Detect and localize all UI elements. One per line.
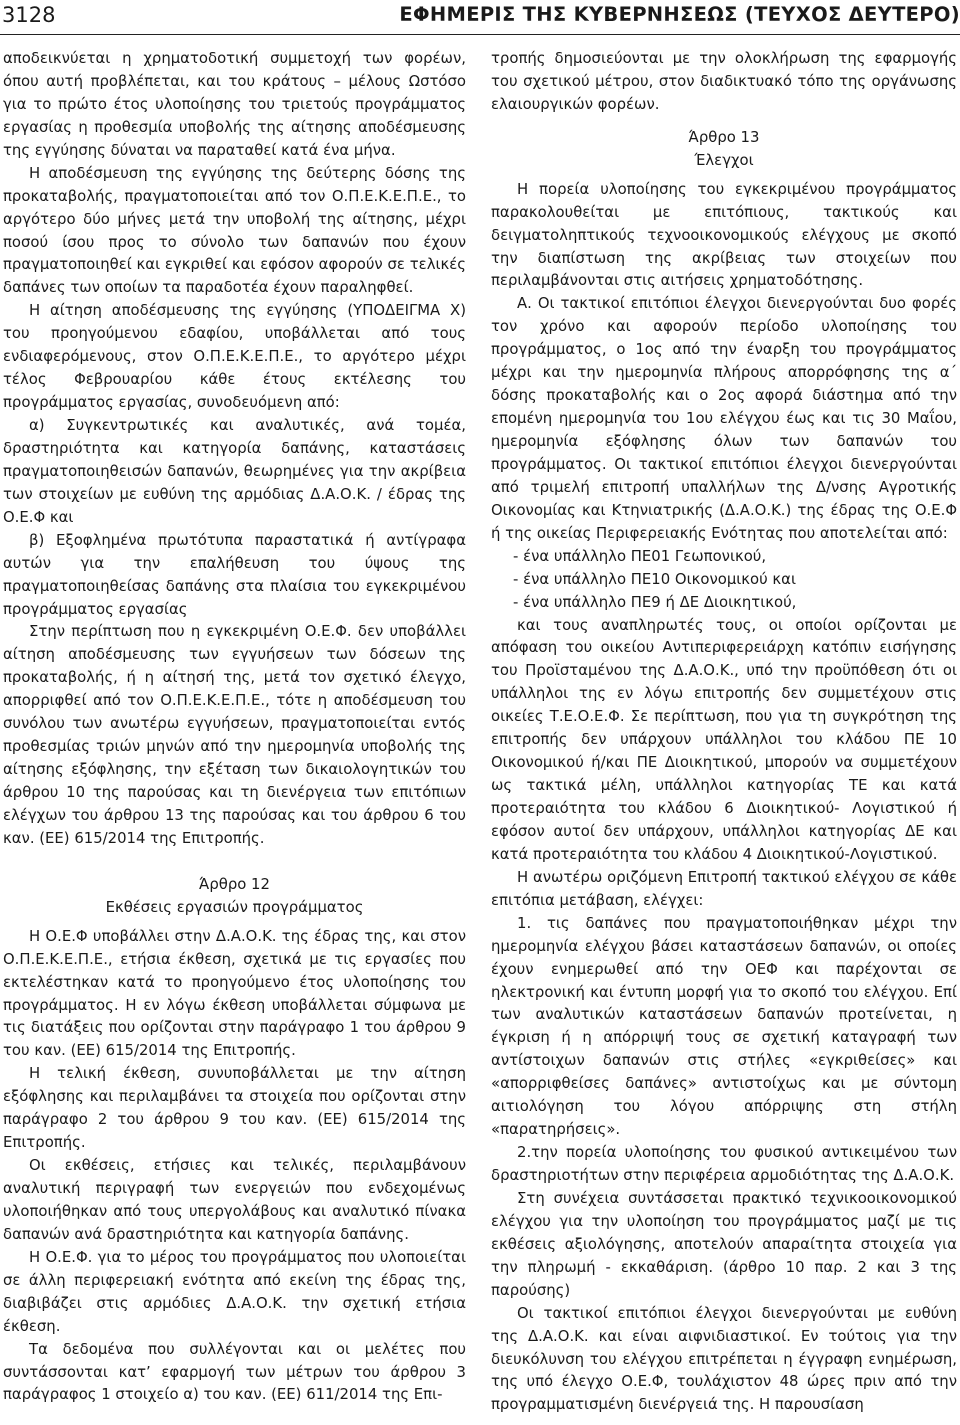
paragraph: αποδεικνύεται η χρηματοδοτική συμμετοχή των φορέων, όπου αυτή προβλέπεται, και του κράτους – μέλους Ωστόσο για το πρώτο έτος υλοποίησης του τριετούς προγράμματος εργασίας η προθεσμία υποβολής της αίτησης αποδέσμευσης της εγγύησης δύναται να παραταθεί κατά ένα μήνα. bbox=[3, 49, 466, 159]
paragraph: Η αίτηση αποδέσμευσης της εγγύησης (ΥΠΟΔΕΙΓΜΑ Χ) του προηγούμενου εδαφίου, υποβάλλεται από τους ενδιαφερόμενους, στον Ο.Π.Ε.Κ.Ε.Π.Ε., το αργότερο μέχρι τέλος Φεβρουαρίου κάθε έτους εκτέλεσης του προγράμματος εργασίας, συνοδευόμενη από: bbox=[3, 301, 466, 412]
paragraph: Στην περίπτωση που η εγκεκριμένη Ο.Ε.Φ. δεν υποβάλλει αίτηση αποδέσμευσης των εγγυήσεων των δόσεων της προκαταβολής, ή η αίτησή της, μετά τον σχετικό έλεγχο, απορριφθεί από τον Ο.Π.Ε.Κ.Ε.Π.Ε., τότε η αποδέσμευση του συνόλου των ανωτέρω εγγυήσεων, πραγματοποιείται εντός προθεσμίας τριών μηνών από την ημερομηνία υποβολής της αίτησης εξόφλησης, την εξέταση των δικαιολογητικών του άρθρου 10 της παρούσας και τη διενέργεια των επιτόπιων ελέγχων του άρθρου 13 της παρούσας και του άρθρου 6 του καν. (ΕΕ) 615/2014 της Επιτροπής. bbox=[3, 622, 466, 847]
list-item: - ένα υπάλληλο ΠΕ01 Γεωπονικού, bbox=[513, 546, 767, 565]
paragraph: α) Συγκεντρωτικές και αναλυτικές, ανά τομέα, δραστηριότητα και κατηγορία δαπάνης, καταστάσεις πραγματοποιηθεισών δαπανών, θεωρημένες για την ακρίβεια των στοιχείων με ευθύνη της αρμόδιας Δ.Α.Ο.Κ. / έδρας της Ο.Ε.Φ και bbox=[3, 416, 466, 526]
right-column bbox=[491, 47, 957, 1416]
paragraph: β) Εξοφλημένα πρωτότυπα παραστατικά ή αντίγραφα αυτών για την επαλήθευση του ύψους της πραγματοποιηθείσας δαπάνης στα πλαίσια του εγκεκριμένου προγράμματος εργασίας bbox=[3, 530, 466, 618]
page-number: 3128 bbox=[2, 3, 56, 27]
paragraph: Οι εκθέσεις, ετήσιες και τελικές, περιλαμβάνουν αναλυτική περιγραφή των ενεργειών που ενδεχομένως υλοποιήθηκαν από τους υπεργολάβους και αναλυτικό πίνακα δαπανών ανά δραστηριότητα και κατηγορία δαπάνης. bbox=[3, 1156, 466, 1243]
paragraph: Η Ο.Ε.Φ. για το μέρος του προγράμματος που υλοποιείται σε άλλη περιφερειακή ενότητα από εκείνη της έδρας της, διαβιβάζει στις αρμόδιες Δ.Α.Ο.Κ. την σχετική ετήσια έκθεση. bbox=[3, 1247, 466, 1335]
paragraph: Τα δεδομένα που συλλέγονται και οι μελέτες που συντάσσονται κατ’ εφαρμογή των μέτρων του άρθρου 3 παράγραφος 1 στοιχείο α) του καν. (ΕΕ) 611/2014 της Επι- bbox=[3, 1339, 466, 1404]
paragraph: 2.την πορεία υλοποίησης του φυσικού αντικειμένου των δραστηριοτήτων στην περιφέρεια αρμοδιότητας της Δ.Α.Ο.Κ. bbox=[491, 1143, 957, 1184]
paragraph: Α. Οι τακτικοί επιτόπιοι έλεγχοι διενεργούνται δυο φορές τον χρόνο και αφορούν περίοδο υλοποίησης του προγράμματος, ο 1ος από την έναρξη του προγράμματος μέχρι και την ημερομηνία πλήρους απορρόφησης της α΄ δόσης προκαταβολής και ο 2ος αφορά διάστημα από την επομένη ημερομηνία του 1ου ελέγχου έως και τις 30 Μαΐου, ημερομηνία εξόφλησης όλων των δαπανών του προγράμματος. Οι τακτικοί επιτόπιοι έλεγχοι διενεργούνται από τριμελή επιτροπή υπαλλήλων της Δ/νσης Αγροτικής Οικονομίας και Κτηνιατρικής (Δ.Α.Ο.Κ.) της έδρας της Ο.Ε.Φ ή της οικείας Περιφερειακής Ενότητας που αποτελείται από: bbox=[491, 294, 957, 542]
list-item: - ένα υπάλληλο ΠΕ9 ή ΔΕ Διοικητικού, bbox=[513, 592, 797, 611]
paragraph: Η αποδέσμευση της εγγύησης της δεύτερης δόσης της προκαταβολής, πραγματοποιείται από τον Ο.Π.Ε.Κ.Ε.Π.Ε., το αργότερο δύο μήνες μετά την υποβολή της αίτησης, μέχρι ποσού ίσου προς το σύνολο των δαπανών που έχουν πραγματοποιηθεί και εγκριθεί και εφόσον αφορούν σε τελικές δαπάνες των οποίων τα παραδοτέα έχουν παραληφθεί. bbox=[3, 163, 466, 297]
article-12-title: Εκθέσεις εργασιών προγράμματος bbox=[105, 897, 364, 916]
article-13-number: Άρθρο 13 bbox=[688, 127, 760, 146]
page-header bbox=[0, 0, 960, 35]
paragraph: και τους αναπληρωτές τους, οι οποίοι ορίζονται με απόφαση του οικείου Αντιπεριφερειάρχη κατόπιν εισήγησης του Προϊσταμένου της Δ.Α.Ο.Κ., υπό την προϋπόθεση ότι οι υπάλληλοι της εν λόγω επιτροπής δεν συμμετέχουν στις οικείες Τ.Ε.Ο.Ε.Φ. Σε περίπτωση, που για τη συγκρότηση της επιτροπής δεν υπάρχουν υπάλληλοι του κλάδου ΠΕ 10 Οικονομικού ή/και ΠΕ Διοικητικού, μπορούν να συμμετέχουν ως τακτικά μέλη, υπάλληλοι κατηγορίας ΤΕ και κατά προτεραιότητα του κλάδου 6 Διοικητικού- Λογιστικού ή εφόσον αυτοί δεν υπάρχουν, υπάλληλοι κατηγορίας ΔΕ και κατά προτεραιότητα του κλάδου 4 Διοικητικού-Λογιστικού. bbox=[491, 615, 957, 863]
journal-title: ΕΦΗΜΕΡΙΣ ΤΗΣ ΚΥΒΕΡΝΗΣΕΩΣ (ΤΕΥΧΟΣ ΔΕΥΤΕΡΟ) bbox=[399, 3, 960, 26]
paragraph: Οι τακτικοί επιτόπιοι έλεγχοι διενεργούνται με ευθύνη της Δ.Α.Ο.Κ. και είναι αιφνιδιαστικοί. Εν τούτοις για την διευκόλυνση του ελέγχου επιτρέπεται η έγγραφη ενημέρωση, της υπό έλεγχο Ο.Ε.Φ, τουλάχιστον 48 ώρες πριν από την προγραμματισμένη διενέργειά της. Η παρουσίαση bbox=[491, 1303, 957, 1414]
left-column bbox=[3, 47, 466, 1406]
paragraph: τροπής δημοσιεύονται με την ολοκλήρωση της εφαρμογής του σχετικού μέτρου, στον διαδικτυακό τόπο της οργάνωσης ελαιουργικών φορέων. bbox=[491, 49, 957, 113]
list-item: - ένα υπάλληλο ΠΕ10 Οικονομικού και bbox=[513, 569, 796, 588]
paragraph: Η ανωτέρω οριζόμενη Επιτροπή τακτικού ελέγχου σε κάθε επιτόπια μετάβαση, ελέγχει: bbox=[491, 867, 957, 909]
paragraph: 1. τις δαπάνες που πραγματοποιήθηκαν μέχρι την ημερομηνία ελέγχου βάσει καταστάσεων δαπανών, οι οποίες έχουν ενημερωθεί από την ΟΕΦ και παρέχονται σε ηλεκτρονική και έντυπη μορφή για το σκοπό του ελέγχου. Επί των αναλυτικών καταστάσεων δαπανών προτείνεται, η έγκριση ή η απόρριψή τους σε σχετική καταγραφή των αντίστοιχων δαπανών στις στήλες «εγκριθείσες» και «απορριφθείσες δαπάνες» αντιστοίχως και με σύντομη αιτιολόγηση του λόγου απόρριψης στη στήλη «παρατηρήσεις». bbox=[491, 913, 957, 1139]
paragraph: Η τελική έκθεση, συνυποβάλλεται με την αίτηση εξόφλησης και περιλαμβάνει τα στοιχεία που ορίζονται στην παράγραφο 2 του άρθρου 9 του καν. (ΕΕ) 615/2014 της Επιτροπής. bbox=[3, 1064, 466, 1152]
paragraph: Η Ο.Ε.Φ υποβάλλει στην Δ.Α.Ο.Κ. της έδρας της, και στον Ο.Π.Ε.Κ.Ε.Π.Ε., ετήσια έκθεση, σχετικά με τις εργασίες που εκτελέστηκαν κατά το προηγούμενο έτος υλοποίησης του προγράμματος. Η εν λόγω έκθεση υποβάλλεται σύμφωνα με τις διατάξεις που ορίζονται στην παράγραφο 1 του άρθρου 9 του καν. (ΕΕ) 615/2014 της Επιτροπής. bbox=[3, 926, 466, 1060]
paragraph: Στη συνέχεια συντάσσεται πρακτικό τεχνικοοικονομικού ελέγχου για την υλοποίηση του προγράμματος μαζί με τις εκθέσεις αξιολόγησης, αποτελούν απαραίτητα στοιχεία για την πληρωμή - εκκαθάριση. (άρθρο 10 παρ. 2 και 3 της παρούσης) bbox=[491, 1188, 957, 1299]
article-12-number: Άρθρο 12 bbox=[199, 874, 270, 893]
article-13-title: Έλεγχοι bbox=[694, 150, 754, 169]
paragraph: Η πορεία υλοποίησης του εγκεκριμένου προγράμματος παρακολουθείται με επιτόπιους, τακτικούς και δειγματοληπτικούς τεχνοοικονομικούς ελέγχους με σκοπό την διαπίστωση της ακρίβειας των στοιχείων που περιλαμβάνονται στις αιτήσεις χρηματοδότησης. bbox=[491, 179, 957, 290]
